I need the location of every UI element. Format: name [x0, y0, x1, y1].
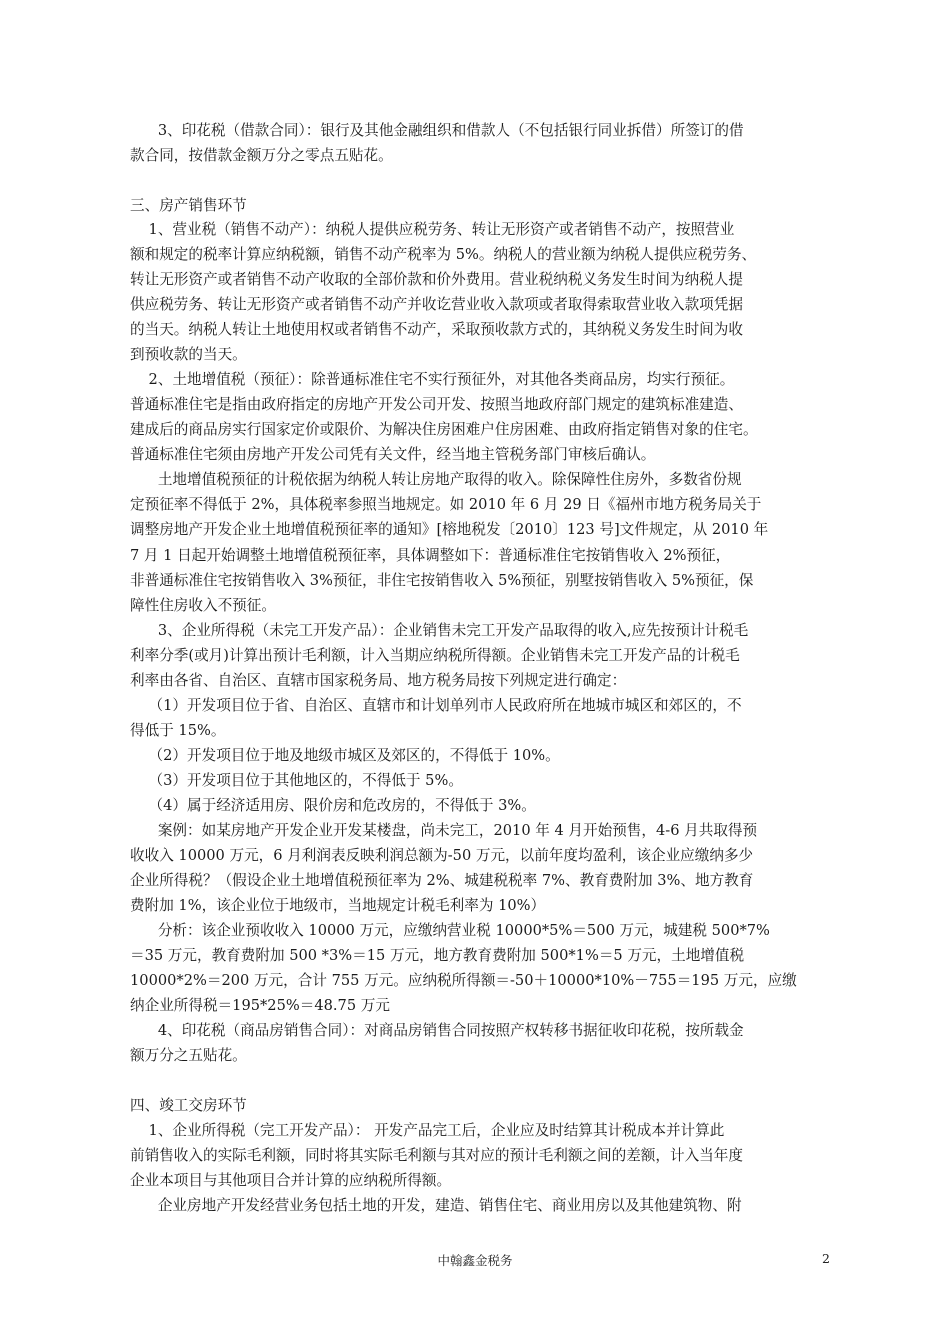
- text-line: 额和规定的税率计算应纳税额，销售不动产税率为 5%。纳税人的营业额为纳税人提供应税劳务、: [130, 246, 757, 263]
- text-line: ＝35 万元，教育费附加 500 *3%＝15 万元，地方教育费附加 500*1%＝5 万元，土地增值税: [130, 947, 745, 964]
- text-line: 案例：如某房地产开发企业开发某楼盘，尚未完工，2010 年 4 月开始预售，4-6 月共取得预: [130, 822, 758, 839]
- text-line: 1、企业所得税（完工开发产品）： 开发产品完工后，企业应及时结算其计税成本并计算此: [130, 1122, 725, 1139]
- text-line: 3、企业所得税（未完工开发产品）：企业销售未完工开发产品取得的收入,应先按预计计税毛: [130, 622, 749, 639]
- text-line: 2、土地增值税（预征）：除普通标准住宅不实行预征外，对其他各类商品房，均实行预征。: [130, 371, 735, 388]
- text-line: 得低于 15%。: [130, 722, 226, 739]
- text-line: （4）属于经济适用房、限价房和危改房的，不得低于 3%。: [130, 797, 536, 814]
- text-line: 企业所得税？（假设企业土地增值税预征率为 2%、城建税税率 7%、教育费附加 3%、地方教育: [130, 872, 754, 889]
- text-line: （3）开发项目位于其他地区的，不得低于 5%。: [130, 772, 463, 789]
- text-line: 款合同，按借款金额万分之零点五贴花。: [130, 147, 393, 164]
- text-line: 利率分季(或月)计算出预计毛利额，计入当期应纳税所得额。企业销售未完工开发产品的计税毛: [130, 647, 740, 664]
- page-number: 2: [822, 1251, 830, 1266]
- text-line: 障性住房收入不预征。: [130, 597, 276, 614]
- text-line: 1、营业税（销售不动产）：纳税人提供应税劳务、转让无形资产或者销售不动产，按照营业: [130, 221, 735, 238]
- text-line: 企业本项目与其他项目合并计算的应纳税所得额。: [130, 1172, 452, 1189]
- text-line: 普通标准住宅是指由政府指定的房地产开发公司开发、按照当地政府部门规定的建筑标准建造、: [130, 396, 743, 413]
- text-line: 三、房产销售环节: [130, 197, 247, 214]
- text-line: 到预收款的当天。: [130, 346, 247, 363]
- text-line: 土地增值税预征的计税依据为纳税人转让房地产取得的收入。除保障性住房外，多数省份规: [130, 471, 742, 488]
- text-line: 费附加 1%，该企业位于地级市，当地规定计税毛利率为 10%）: [130, 897, 546, 914]
- text-line: 非普通标准住宅按销售收入 3%预征，非住宅按销售收入 5%预征，别墅按销售收入 5%预征，保: [130, 572, 754, 589]
- text-line: 企业房地产开发经营业务包括土地的开发，建造、销售住宅、商业用房以及其他建筑物、附: [130, 1197, 742, 1214]
- text-line: 定预征率不得低于 2%，具体税率参照当地规定。如 2010 年 6 月 29 日《福州市地方税务局关于: [130, 496, 762, 513]
- text-line: 3、印花税（借款合同）：银行及其他金融组织和借款人（不包括银行同业拆借）所签订的借: [130, 122, 744, 139]
- text-line: 7 月 1 日起开始调整土地增值税预征率，具体调整如下：普通标准住宅按销售收入 2%预征，: [130, 547, 731, 564]
- text-line: 四、竣工交房环节: [130, 1097, 247, 1114]
- text-line: 建成后的商品房实行国家定价或限价、为解决住房困难户住房困难、由政府指定销售对象的住宅。: [130, 421, 758, 438]
- footer-brand: 中翰鑫金税务: [437, 1253, 513, 1268]
- text-line: 前销售收入的实际毛利额，同时将其实际毛利额与其对应的预计毛利额之间的差额，计入当年度: [130, 1147, 743, 1164]
- text-line: 4、印花税（商品房销售合同）：对商品房销售合同按照产权转移书据征收印花税，按所载金: [130, 1022, 744, 1039]
- text-line: 转让无形资产或者销售不动产收取的全部价款和价外费用。营业税纳税义务发生时间为纳税人提: [130, 271, 743, 288]
- text-line: 10000*2%＝200 万元，合计 755 万元。应纳税所得额＝-50＋10000*10%－755＝195 万元，应缴: [130, 972, 797, 989]
- text-line: 的当天。纳税人转让土地使用权或者销售不动产，采取预收款方式的，其纳税义务发生时间为收: [130, 321, 743, 338]
- text-line: 普通标准住宅须由房地产开发公司凭有关文件，经当地主管税务部门审核后确认。: [130, 446, 656, 463]
- text-line: 收收入 10000 万元，6 月利润表反映利润总额为-50 万元，以前年度均盈利，该企业应缴纳多少: [130, 847, 754, 864]
- text-line: 额万分之五贴花。: [130, 1047, 247, 1064]
- text-line: 调整房地产开发企业土地增值税预征率的通知》[榕地税发〔2010〕123 号]文件规定，从 2010 年: [130, 521, 769, 538]
- text-line: （2）开发项目位于地及地级市城区及郊区的，不得低于 10%。: [130, 747, 560, 764]
- text-line: 分析：该企业预收收入 10000 万元，应缴纳营业税 10000*5%＝500 万元，城建税 500*7%: [130, 922, 770, 939]
- text-line: （1）开发项目位于省、自治区、直辖市和计划单列市人民政府所在地城市城区和郊区的，不: [130, 697, 742, 714]
- text-line: 供应税劳务、转让无形资产或者销售不动产并收讫营业收入款项或者取得索取营业收入款项凭据: [130, 296, 743, 313]
- text-line: 纳企业所得税＝195*25%＝48.75 万元: [130, 997, 390, 1014]
- text-line: 利率由各省、自治区、直辖市国家税务局、地方税务局按下列规定进行确定：: [130, 672, 627, 689]
